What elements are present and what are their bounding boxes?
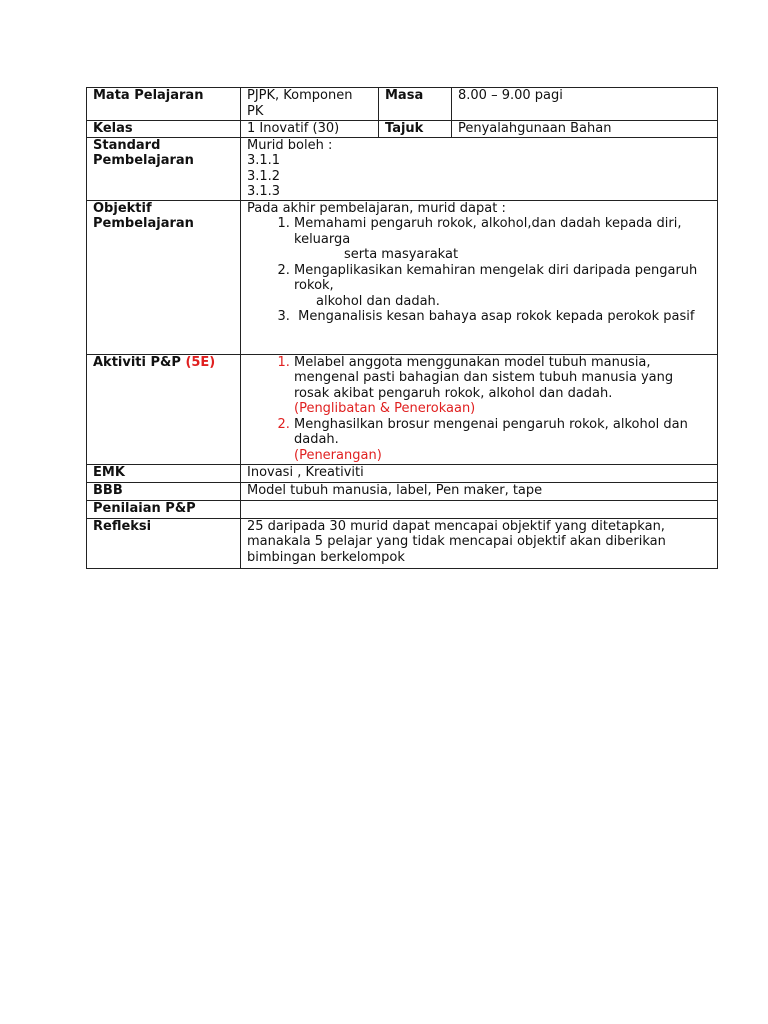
list-item: 2. Menghasilkan brosur mengenai pengaruh rokok, alkohol dan dadah. (Penerangan) (294, 417, 711, 464)
tajuk-label: Tajuk (379, 121, 452, 138)
row-emk (87, 464, 718, 482)
standard-item: 3.1.2 (247, 168, 281, 184)
refleksi-label: Refleksi (87, 518, 241, 568)
row-aktiviti (87, 354, 718, 464)
standard-item: 3.1.1 (247, 153, 281, 168)
emk-value: Inovasi , Kreativiti (241, 464, 718, 482)
row-kelas (87, 121, 718, 138)
refleksi-value: 25 daripada 30 murid dapat mencapai objektif yang ditetapkan, manakala 5 pelajar yang tidak mencapai objektif akan diberikan bimbingan berkelompok (241, 518, 718, 568)
objektif-label: Objektif Pembelajaran (87, 200, 241, 354)
row-bbb (87, 482, 718, 500)
aktiviti-label: Aktiviti P&P (5E) (87, 354, 241, 464)
bbb-value: Model tubuh manusia, label, Pen maker, tape (241, 482, 718, 500)
list-item-continuation: alkohol dan dadah. (316, 293, 440, 309)
bbb-label: BBB (87, 482, 241, 500)
row-objektif (87, 200, 718, 354)
lesson-plan-table (86, 87, 718, 569)
list-item: 3. Menganalisis kesan bahaya asap rokok kepada perokok pasif (294, 309, 711, 325)
emk-label: EMK (87, 464, 241, 482)
kelas-label: Kelas (87, 121, 241, 138)
penilaian-label: Penilaian P&P (87, 500, 241, 518)
standard-intro: Murid boleh : (247, 137, 333, 153)
masa-value: 8.00 – 9.00 pagi (452, 88, 718, 121)
objektif-list (247, 216, 711, 325)
standard-item: 3.1.3 (247, 184, 281, 199)
aktiviti-content (241, 354, 718, 464)
objektif-intro: Pada akhir pembelajaran, murid dapat : (247, 200, 506, 216)
list-item: 1. Memahami pengaruh rokok, alkohol,dan dadah kepada diri, keluarga serta masyarakat (294, 216, 711, 263)
mata-pelajaran-value: PJPK, Komponen PK (241, 88, 379, 121)
aktiviti-5e-badge: (5E) (185, 354, 216, 370)
list-item: 2. Mengaplikasikan kemahiran mengelak diri daripada pengaruh rokok, alkohol dan dadah. (294, 263, 711, 310)
row-refleksi (87, 518, 718, 568)
row-standard (87, 137, 718, 200)
standard-content (241, 137, 718, 200)
row-penilaian (87, 500, 718, 518)
aktiviti-list (247, 355, 711, 464)
row-mata-pelajaran (87, 88, 718, 121)
standard-label: Standard Pembelajaran (87, 137, 241, 200)
phase-label: (Penglibatan & Penerokaan) (294, 401, 476, 416)
kelas-value: 1 Inovatif (30) (241, 121, 379, 138)
list-item: 1. Melabel anggota menggunakan model tubuh manusia, mengenal pasti bahagian dan sistem tubuh manusia yang rosak akibat pengaruh rokok, alkohol dan dadah. (Penglibatan & Penerokaan) (294, 355, 711, 417)
masa-label: Masa (379, 88, 452, 121)
mata-pelajaran-label: Mata Pelajaran (87, 88, 241, 121)
objektif-content (241, 200, 718, 354)
tajuk-value: Penyalahgunaan Bahan (452, 121, 718, 138)
list-item-continuation: serta masyarakat (344, 247, 459, 262)
phase-label: (Penerangan) (294, 447, 382, 463)
penilaian-value (241, 500, 718, 518)
